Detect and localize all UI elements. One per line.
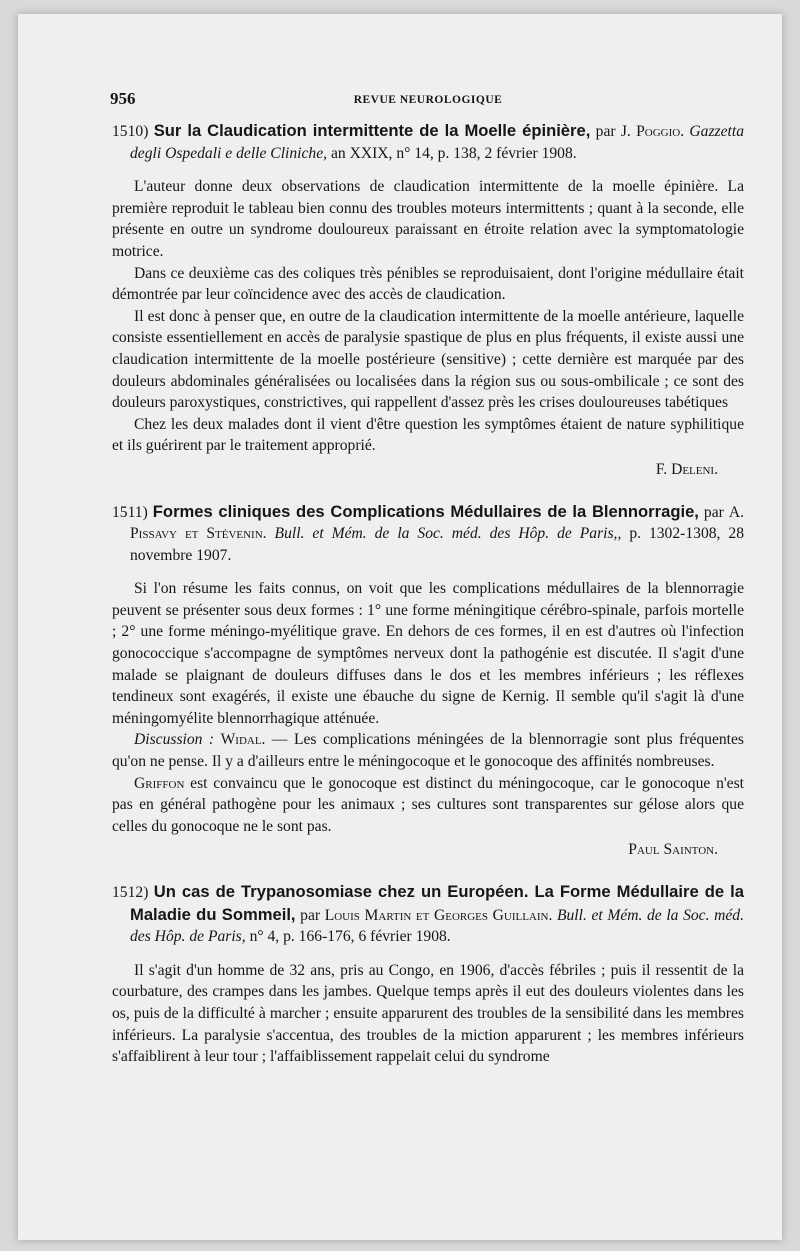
article-by: par [300, 906, 321, 924]
article-number: 1510) [112, 123, 149, 140]
discussion-label: Discussion : [134, 731, 215, 749]
paragraph: Il s'agit d'un homme de 32 ans, pris au Congo, en 1906, d'accès fébriles ; puis il ressentit de la courbature, des crampes dans les jambes. Quelque temps après il eut des douleurs violentes dans les os, puis de la difficulté à marcher ; ensuite apparurent des troubles de la sensibilité dans les membres inférieurs. La paralysie s'accentua, des troubles de la miction apparurent ; les membres inférieurs s'affaiblirent à leur tour ; l'affaiblissement rappelait celui du syndrome [112, 961, 744, 1066]
article-authors: Louis Martin et Georges Guillain. [324, 906, 553, 924]
article-by: par [595, 123, 616, 140]
article-heading [112, 501, 744, 567]
paragraph: Si l'on résume les faits connus, on voit que les complications médullaires de la blennorragie peuvent se présenter sous deux formes : 1° une forme méningitique cérébro-spinale, parfois mortelle ; 2° une forme méningo-myélitique grave. En dehors de ces formes, il en est d'autres où l'infection gonococcique s'accompagne de symptômes nerveux dont la pathogénie est discutée. Il s'agit d'une malade se plaignant de douleurs diffuses dans le dos et les membres inférieurs ; les réflexes tendineux sont exagérés, il existe une ébauche du signe de Kernig. Il semble qu'il s'agit là d'une méningomyélite blennorrhagique atténuée. [112, 580, 744, 727]
reviewer-signature: Paul Sainton. [628, 841, 718, 859]
article-journal: Gazzetta degli Ospedali e delle Cliniche, [130, 123, 744, 162]
article-1511 [112, 501, 744, 862]
discussion-speaker: Widal. [220, 731, 266, 749]
griffon-paragraph [112, 773, 744, 838]
article-by: par [703, 503, 724, 521]
paragraph: Chez les deux malades dont il vient d'être question les symptômes étaient de nature syphilitique et ils guérirent par le traitement approprié. [112, 415, 744, 455]
journal-title: REVUE NEUROLOGIQUE [353, 94, 503, 106]
article-heading [112, 120, 744, 164]
discussion-speaker: Griffon [134, 774, 185, 792]
discussion-paragraph [112, 729, 744, 772]
page-number: 956 [110, 89, 136, 108]
article-reference: an XXIX, n° 14, p. 138, 2 février 1908. [330, 144, 577, 162]
article-authors: J. Poggio. [620, 123, 685, 140]
article-reference: n° 4, p. 166-176, 6 février 1908. [249, 928, 451, 946]
article-1510 [112, 120, 744, 481]
article-title: Formes cliniques des Complications Médullaires de la Blennorragie, [152, 501, 699, 521]
article-number: 1511) [112, 503, 148, 521]
paragraph: Dans ce deuxième cas des coliques très pénibles se reproduisaient, dont l'origine médullaire était démontrée par leur coïncidence avec des accès de claudication. [112, 264, 744, 304]
paragraph: Il est donc à penser que, en outre de la claudication intermittente de la moelle antérieure, laquelle consiste essentiellement en accès de paralysie spastique de plus en plus fréquents, il existe aussi une claudication intermittente de la moelle postérieure (sensitive) ; cette dernière est marquée par des douleurs abdominales généralisées ou localisées dans la région sus ou sous-ombilicale ; ce sont des douleurs paroxystiques, constrictives, qui rappellent d'assez près les crises douloureuses tabétiques [112, 307, 744, 412]
page-content [112, 88, 744, 1088]
paragraph: L'auteur donne deux observations de claudication intermittente de la moelle épinière. La première reproduit le tableau bien connu des troubles moteurs intermittents ; quant à la seconde, elle présente en outre un syndrome douloureux paraissant en étroite relation avec la symptomatologie motrice. [112, 178, 744, 260]
article-authors: A. Pissavy et Stévenin. [130, 503, 744, 543]
article-number: 1512) [112, 884, 149, 901]
discussion-text: — Les complications méningées de la blennorragie sont plus fréquentes qu'on ne pense. Il y a d'ailleurs entre le méningocoque et le gonocoque des affinités nombreuses. [112, 731, 744, 771]
discussion-text: est convaincu que le gonocoque est distinct du méningocoque, car le gonocoque n'est pas en général pathogène pour les animaux ; ses cultures sont transparentes sur gélose alors que celles du gonocoque ne le sont pas. [112, 774, 744, 835]
article-heading [112, 881, 744, 948]
article-journal: Bull. et Mém. de la Soc. méd. des Hôp. de Paris, [130, 906, 744, 946]
article-reference: p. 1302-1308, 28 novembre 1907. [130, 525, 744, 564]
article-title: Un cas de Trypanosomiase chez un Européen. La Forme Médullaire de la Maladie du Sommeil, [130, 882, 744, 924]
running-head [112, 88, 744, 114]
article-journal: Bull. et Mém. de la Soc. méd. des Hôp. de Paris,, [274, 525, 622, 543]
reviewer-signature: F. Deleni. [655, 460, 718, 478]
scanned-page [18, 14, 782, 1240]
article-1512 [112, 881, 744, 1068]
article-title: Sur la Claudication intermittente de la Moelle épinière, [153, 121, 591, 140]
